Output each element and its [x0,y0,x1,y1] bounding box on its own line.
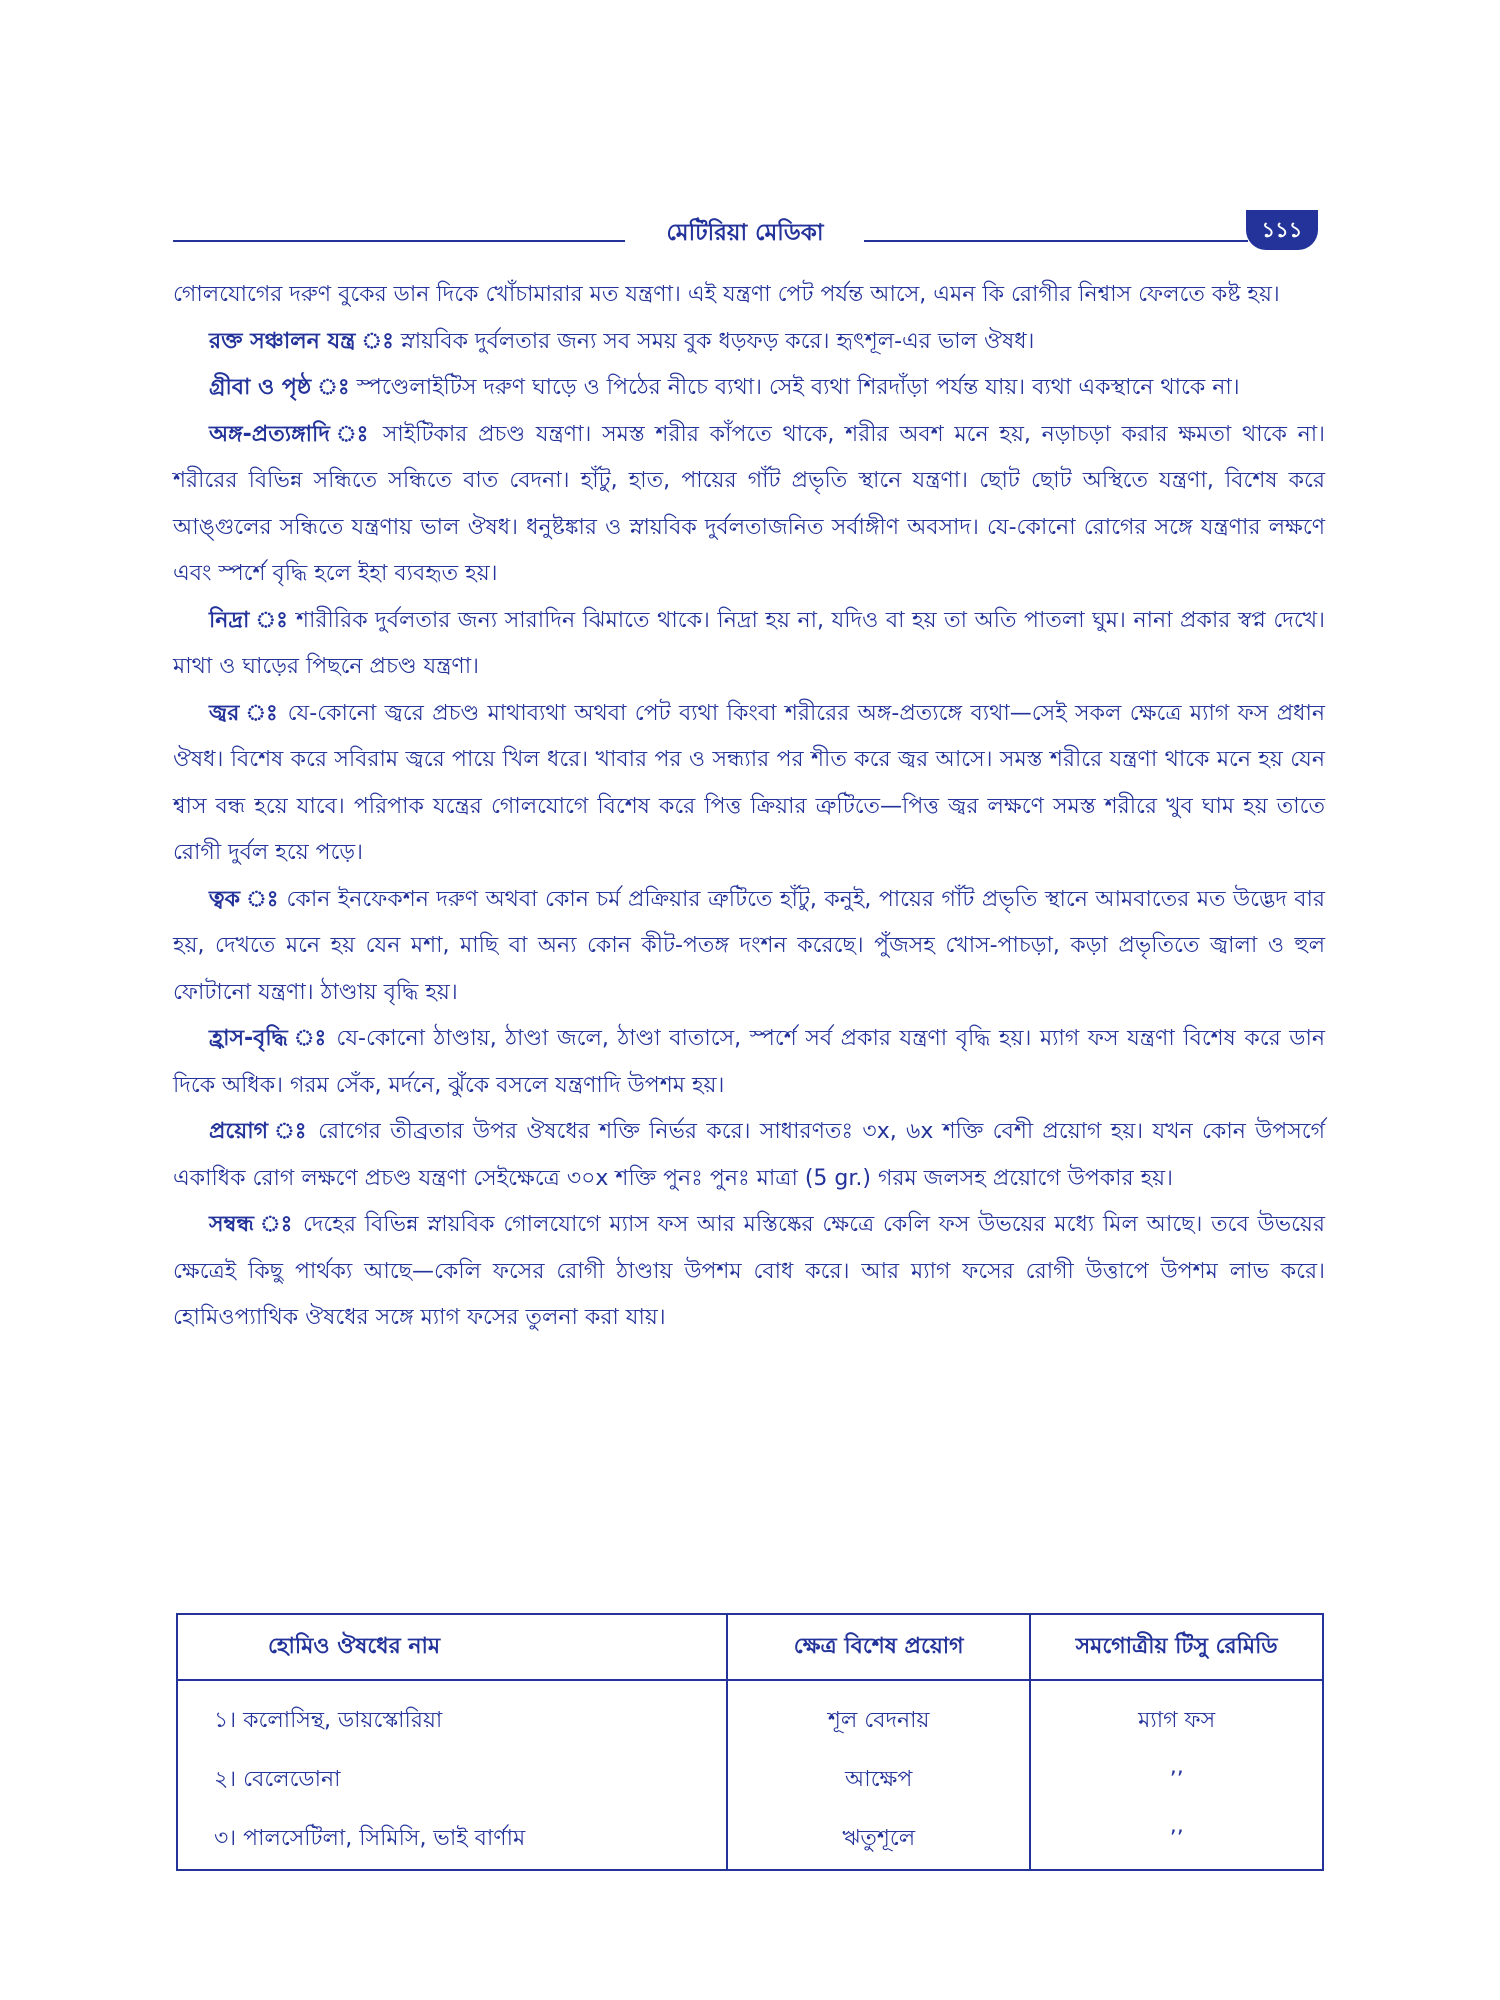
section-term: রক্ত সঞ্চালন যন্ত্র ঃ [209,328,394,354]
paragraph-text: গোলযোগের দরুণ বুকের ডান দিকে খোঁচামারার মত যন্ত্রণা। এই যন্ত্রণা পেট পর্যন্ত আসে, এমন কি রোগীর নিশ্বাস ফেলতে কষ্ট হয়। [173,282,1280,307]
paragraph-dosage [173,1109,1325,1202]
paragraph-limbs [173,412,1325,598]
paragraph-text: স্নায়বিক দুর্বলতার জন্য সব সময় বুক ধড়ফড় করে। হৃৎশূল-এর ভাল ঔষধ। [400,328,1035,354]
paragraph-text: রোগের তীব্রতার উপর ঔষধের শক্তি নির্ভর করে। সাধারণতঃ ৩x, ৬x শক্তি বেশী প্রয়োগ হয়। যখন কোন উপসর্গে একাধিক রোগ লক্ষণে প্রচণ্ড যন্ত্রণা সেইক্ষেত্রে ৩০x শক্তি পুনঃ পুনঃ মাত্রা (5 gr.) গরম জলসহ প্রয়োগে উপকার হয়। [173,1119,1326,1191]
cell-medicine-name: ১। কলোসিন্থ, ডায়স্কোরিয়া [178,1680,727,1751]
paragraph-relationship [173,1202,1325,1342]
table-row [178,1751,1322,1810]
table-row [178,1810,1322,1869]
paragraph-fever [173,691,1325,877]
paragraph-sleep [173,598,1325,691]
cell-tissue-remedy: ’’ [1169,1768,1184,1794]
cell-medicine-name: ৩। পালসেটিলা, সিমিসি, ভাই বার্ণাম [178,1810,727,1869]
header-special-use: ক্ষেত্র বিশেষ প্রয়োগ [727,1615,1030,1680]
paragraph-text: স্পণ্ডেলাইটিস দরুণ ঘাড়ে ও পিঠের নীচে ব্যথা। সেই ব্যথা শিরদাঁড়া পর্যন্ত যায়। ব্যথা একস্থানে থাকে না। [356,375,1240,400]
section-term: প্রয়োগ ঃ [209,1119,309,1144]
section-term: জ্বর ঃ [209,700,280,726]
table-header-row [178,1615,1322,1680]
section-term: অঙ্গ-প্রত্যঙ্গাদি ঃ [209,421,373,447]
paragraph-text: যে-কোনো জ্বরে প্রচণ্ড মাথাব্যথা অথবা পেট ব্যথা কিংবা শরীরের অঙ্গ-প্রত্যঙ্গে ব্যথা—সেই সকল ক্ষেত্রে ম্যাগ ফস প্রধান ঔষধ। বিশেষ করে সবিরাম জ্বরে পায়ে খিল ধরে। খাবার পর ও সন্ধ্যার পর শীত করে জ্বর আসে। সমস্ত শরীরে যন্ত্রণা থাকে মনে হয় যেন শ্বাস বন্ধ হয়ে যাবে। পরিপাক যন্ত্রের গোলযোগে বিশেষ করে পিত্ত ক্রিয়ার ত্রুটিতে—পিত্ত জ্বর লক্ষণে সমস্ত শরীরে খুব ঘাম হয় তাতে রোগী দুর্বল হয়ে পড়ে। [173,700,1326,865]
paragraph-skin [173,877,1325,1017]
paragraph-neck-back [173,365,1325,412]
paragraph-text: শারীরিক দুর্বলতার জন্য সারাদিন ঝিমাতে থাকে। নিদ্রা হয় না, যদিও বা হয় তা অতি পাতলা ঘুম। নানা প্রকার স্বপ্ন দেখে। মাথা ও ঘাড়ের পিছনে প্রচণ্ড যন্ত্রণা। [173,607,1325,679]
page-number-badge: ১১১ [1246,210,1318,250]
paragraph-text: দেহের বিভিন্ন স্নায়বিক গোলযোগে ম্যাস ফস আর মস্তিষ্কের ক্ষেত্রে কেলি ফস উভয়ের মধ্যে মিল আছে। তবে উভয়ের ক্ষেত্রেই কিছু পার্থক্য আছে—কেলি ফসের রোগী ঠাণ্ডায় উপশম বোধ করে। আর ম্যাগ ফসের রোগী উত্তাপে উপশম লাভ করে। হোমিওপ্যাথিক ঔষধের সঙ্গে ম্যাগ ফসের তুলনা করা যায়। [173,1212,1325,1330]
paragraph-circulation [173,319,1325,366]
header-title: মেটিরিয়া মেডিকা [666,220,824,246]
running-header [173,210,1323,254]
cell-medicine-name: ২। বেলেডোনা [178,1751,727,1810]
paragraph-text: কোন ইনফেকশন দরুণ অথবা কোন চর্ম প্রক্রিয়ার ত্রুটিতে হাঁটু, কনুই, পায়ের গাঁট প্রভৃতি স্থানে আমবাতের মত উদ্ভেদ বার হয়, দেখতে মনে হয় যেন মশা, মাছি বা অন্য কোন কীট-পতঙ্গ দংশন করেছে। পুঁজসহ খোস-পাচড়া, কড়া প্রভৃতিতে জ্বালা ও হুল ফোটানো যন্ত্রণা। ঠাণ্ডায় বৃদ্ধি হয়। [173,886,1326,1005]
comparison-table [176,1613,1324,1871]
header-tissue-remedy: সমগোত্রীয় টিসু রেমিডি [1030,1615,1322,1680]
cell-special-use: আক্ষেপ [727,1751,1030,1810]
paragraph-text: সাইটিকার প্রচণ্ড যন্ত্রণা। সমস্ত শরীর কাঁপতে থাকে, শরীর অবশ মনে হয়, নড়াচড়া করার ক্ষমতা থাকে না। শরীরের বিভিন্ন সন্ধিতে সন্ধিতে বাত বেদনা। হাঁটু, হাত, পায়ের গাঁট প্রভৃতি স্থানে যন্ত্রণা। ছোট ছোট অস্থিতে যন্ত্রণা, বিশেষ করে আঙ্গুলের সন্ধিতে যন্ত্রণায় ভাল ঔষধ। ধনুষ্টঙ্কার ও স্নায়বিক দুর্বলতাজনিত সর্বাঙ্গীণ অবসাদ। যে-কোনো রোগের সঙ্গে যন্ত্রণার লক্ষণে এবং স্পর্শে বৃদ্ধি হলে ইহা ব্যবহৃত হয়। [173,421,1325,586]
section-term: গ্রীবা ও পৃষ্ঠ ঃ [209,375,350,400]
header-rule-left [173,240,625,242]
paragraph-continuation [173,272,1325,319]
section-term: হ্রাস-বৃদ্ধি ঃ [209,1026,328,1051]
section-term: সম্বন্ধ ঃ [209,1212,295,1237]
cell-special-use: শূল বেদনায় [727,1680,1030,1751]
paragraph-modalities [173,1016,1325,1109]
cell-special-use: ঋতুশূলে [727,1810,1030,1869]
table-row [178,1680,1322,1751]
cell-tissue-remedy: ’’ [1169,1827,1184,1853]
header-rule-right [864,240,1248,242]
cell-tissue-remedy: ম্যাগ ফস [1138,1708,1216,1734]
header-medicine-name: হোমিও ঔষধের নাম [178,1615,727,1680]
section-term: ত্বক ঃ [209,886,279,912]
paragraph-text: যে-কোনো ঠাণ্ডায়, ঠাণ্ডা জলে, ঠাণ্ডা বাতাসে, স্পর্শে সর্ব প্রকার যন্ত্রণা বৃদ্ধি হয়। ম্যাগ ফস যন্ত্রণা বিশেষ করে ডান দিকে অধিক। গরম সেঁক, মর্দনে, ঝুঁকে বসলে যন্ত্রণাদি উপশম হয়। [173,1026,1325,1098]
body-text [173,272,1325,1342]
section-term: নিদ্রা ঃ [209,607,289,633]
